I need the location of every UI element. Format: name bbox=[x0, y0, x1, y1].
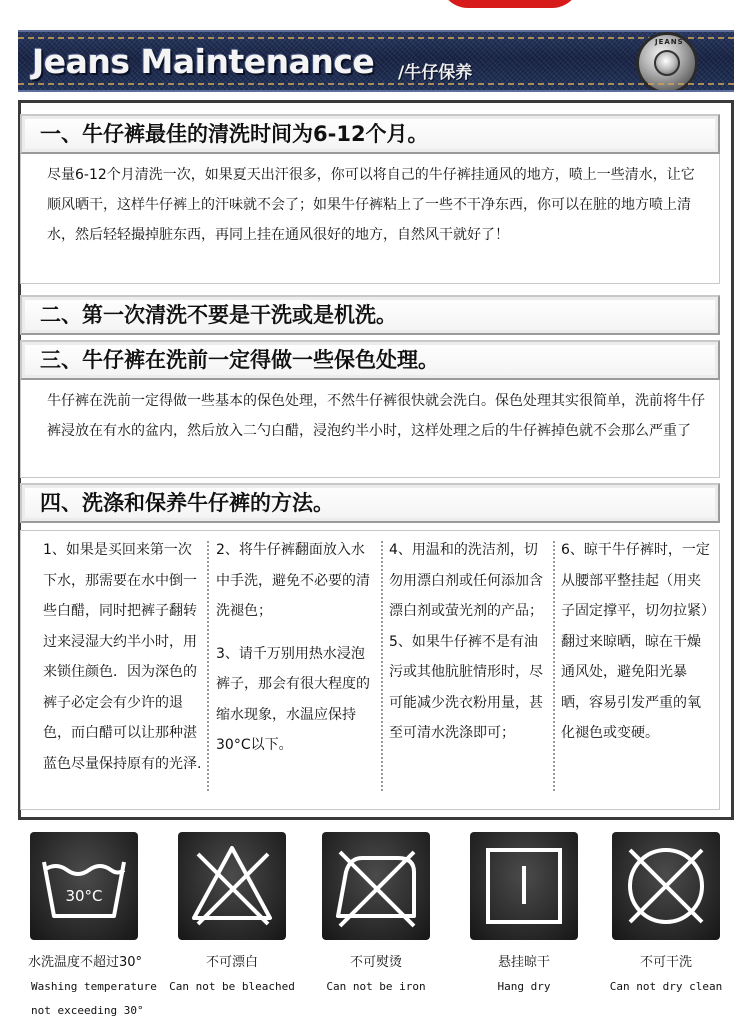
method-column-3 bbox=[389, 535, 549, 805]
banner-title: Jeans Maintenance bbox=[32, 42, 375, 81]
no-dry-clean-icon bbox=[612, 832, 720, 940]
banner-subtitle: /牛仔保养 bbox=[398, 63, 473, 83]
caption-bleach-cn: 不可漂白 bbox=[205, 955, 258, 970]
column-divider bbox=[553, 541, 555, 791]
caption-dryclean-cn: 不可干洗 bbox=[639, 955, 692, 970]
method-6: 6、晾干牛仔裤时，一定从腰部平整挂起（用夹子固定撑平，切勿拉紧）翻过来晾晒，晾在干燥通风处，避免阳光暴晒，容易引发严重的氧化褪色或变硬。 bbox=[561, 542, 710, 741]
method-5: 5、如果牛仔裤不是有油污或其他肮脏情形时，尽可能减少洗衣粉用量，甚至可清水洗涤即可； bbox=[389, 633, 543, 741]
section-3-body: 牛仔裤在洗前一定得做一些基本的保色处理，不然牛仔裤很快就会洗白。保色处理其实很简单，洗前将牛仔裤浸放在有水的盆内，然后放入二勺白醋，浸泡约半小时，这样处理之后的牛仔裤掉色就不会那么严重了 bbox=[20, 380, 720, 478]
caption-hang-en: Hang dry bbox=[497, 980, 551, 993]
caption-hang-cn: 悬挂晾干 bbox=[497, 955, 550, 970]
wash-30-icon bbox=[30, 832, 138, 940]
rivet-logo-icon bbox=[636, 32, 698, 92]
jeans-maintenance-banner bbox=[18, 30, 734, 92]
no-bleach-icon bbox=[178, 832, 286, 940]
methods-grid bbox=[20, 530, 720, 810]
method-3: 3、请千万别用热水浸泡裤子，那会有很大程度的缩水现象，水温应保持30°C以下。 bbox=[216, 645, 370, 753]
caption-wash-en bbox=[5, 975, 175, 1022]
method-column-2 bbox=[216, 535, 376, 805]
caption-bleach-en: Can not be bleached bbox=[169, 980, 295, 993]
caption-iron-cn: 不可熨烫 bbox=[349, 955, 402, 970]
hang-dry-icon bbox=[470, 832, 578, 940]
caption-dryclean-en: Can not dry clean bbox=[609, 980, 723, 993]
rivet-center bbox=[654, 50, 680, 76]
column-divider bbox=[207, 541, 209, 791]
method-1: 1、如果是买回来第一次下水，那需要在水中倒一些白醋，同时把裤子翻转过来浸湿大约半小时，用来锁住颜色．因为深色的裤子必定会有少许的退色，而白醋可以让那种湛蓝色尽量保持原有的光泽. bbox=[43, 542, 202, 772]
section-4-title: 四、洗涤和保养牛仔裤的方法。 bbox=[20, 483, 720, 523]
section-1-title: 一、牛仔裤最佳的清洗时间为6-12个月。 bbox=[20, 114, 720, 154]
caption-wash-en-1: Washing temperature bbox=[31, 980, 157, 993]
section-2-title: 二、第一次清洗不要是干洗或是机洗。 bbox=[20, 295, 720, 335]
caption-wash-en-2: not exceeding 30° bbox=[31, 1004, 144, 1017]
section-3-title: 三、牛仔裤在洗前一定得做一些保色处理。 bbox=[20, 340, 720, 380]
method-2: 2、将牛仔裤翻面放入水中手洗，避免不必要的清洗褪色； bbox=[216, 542, 370, 619]
wash-temp-label: 30°C bbox=[65, 887, 103, 905]
column-divider bbox=[381, 541, 383, 791]
method-column-1 bbox=[43, 535, 203, 805]
method-column-4 bbox=[561, 535, 713, 805]
top-red-arc bbox=[440, 0, 580, 8]
caption-wash-cn: 水洗温度不超过30° bbox=[27, 955, 143, 970]
method-4: 4、用温和的洗洁剂，切勿用漂白剂或任何添加含漂白剂或萤光剂的产品； bbox=[389, 542, 543, 619]
caption-iron-en: Can not be iron bbox=[326, 980, 426, 993]
no-iron-icon bbox=[322, 832, 430, 940]
section-1-body: 尽量6-12个月清洗一次，如果夏天出汗很多，你可以将自己的牛仔裤挂通风的地方，喷上一些清水，让它顺风晒干，这样牛仔裤上的汗味就不会了；如果牛仔裤粘上了一些不干净东西，你可以在脏的地方喷上清水，然后轻轻撮掉脏东西，再同上挂在通风很好的地方，自然风干就好了！ bbox=[20, 154, 720, 284]
rivet-text: JEANS bbox=[655, 38, 684, 46]
